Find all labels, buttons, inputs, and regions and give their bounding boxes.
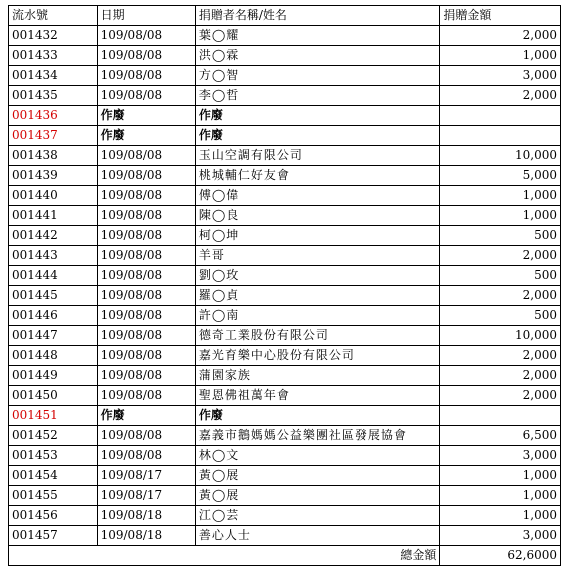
donor-cell: 玉山空調有限公司: [195, 146, 440, 166]
table-row: [9, 166, 561, 186]
date-cell: 109/08/08: [97, 246, 195, 266]
serial-cell: 001441: [9, 206, 98, 226]
amount-cell: 1,000: [440, 506, 561, 526]
serial-cell: 001449: [9, 366, 98, 386]
table-row: [9, 226, 561, 246]
table-row: [9, 466, 561, 486]
date-cell: 109/08/08: [97, 286, 195, 306]
donor-cell: 傅◯偉: [195, 186, 440, 206]
table-row: [9, 126, 561, 146]
donor-cell: 許◯南: [195, 306, 440, 326]
donor-cell: 善心人士: [195, 526, 440, 546]
date-cell: 109/08/08: [97, 366, 195, 386]
amount-cell: [440, 406, 561, 426]
date-cell: 109/08/08: [97, 206, 195, 226]
amount-cell: 3,000: [440, 66, 561, 86]
amount-cell: 1,000: [440, 186, 561, 206]
donor-cell: 李◯哲: [195, 86, 440, 106]
serial-cell: 001439: [9, 166, 98, 186]
serial-cell: 001440: [9, 186, 98, 206]
table-body: [9, 26, 561, 546]
amount-cell: 1,000: [440, 206, 561, 226]
amount-cell: [440, 106, 561, 126]
date-cell: 109/08/18: [97, 526, 195, 546]
amount-cell: 2,000: [440, 86, 561, 106]
date-cell: 作廢: [97, 106, 195, 126]
table-row: [9, 206, 561, 226]
table-row: [9, 386, 561, 406]
serial-cell: 001448: [9, 346, 98, 366]
table-row: [9, 346, 561, 366]
serial-cell: 001455: [9, 486, 98, 506]
total-value: 62,6000: [440, 546, 561, 566]
date-cell: 109/08/08: [97, 426, 195, 446]
serial-cell: 001432: [9, 26, 98, 46]
date-cell: 109/08/08: [97, 146, 195, 166]
table-row: [9, 406, 561, 426]
amount-cell: 5,000: [440, 166, 561, 186]
table-row: [9, 426, 561, 446]
table-row: [9, 46, 561, 66]
serial-cell: 001434: [9, 66, 98, 86]
donor-cell: 作廢: [195, 126, 440, 146]
date-cell: 109/08/17: [97, 486, 195, 506]
table-row: [9, 506, 561, 526]
amount-cell: 500: [440, 306, 561, 326]
donor-cell: 作廢: [195, 406, 440, 426]
donor-cell: 黃◯展: [195, 466, 440, 486]
serial-cell: 001435: [9, 86, 98, 106]
amount-cell: 2,000: [440, 386, 561, 406]
table-row: [9, 526, 561, 546]
donor-cell: 林◯文: [195, 446, 440, 466]
table-row: [9, 306, 561, 326]
donor-cell: 洪◯霖: [195, 46, 440, 66]
donor-cell: 方◯智: [195, 66, 440, 86]
serial-cell: 001444: [9, 266, 98, 286]
header-date: 日期: [97, 6, 195, 26]
date-cell: 109/08/08: [97, 26, 195, 46]
donor-cell: 嘉義市鵝媽媽公益樂團社區發展協會: [195, 426, 440, 446]
donor-cell: 陳◯良: [195, 206, 440, 226]
serial-cell: 001433: [9, 46, 98, 66]
amount-cell: 2,000: [440, 286, 561, 306]
date-cell: 109/08/08: [97, 166, 195, 186]
donor-cell: 羊哥: [195, 246, 440, 266]
donor-cell: 劉◯玫: [195, 266, 440, 286]
amount-cell: 10,000: [440, 326, 561, 346]
amount-cell: 10,000: [440, 146, 561, 166]
donor-cell: 作廢: [195, 106, 440, 126]
amount-cell: 3,000: [440, 446, 561, 466]
amount-cell: [440, 126, 561, 146]
total-label: 總金額: [9, 546, 440, 566]
donor-cell: 江◯芸: [195, 506, 440, 526]
donor-cell: 葉◯耀: [195, 26, 440, 46]
date-cell: 109/08/08: [97, 346, 195, 366]
serial-cell: 001447: [9, 326, 98, 346]
serial-cell: 001457: [9, 526, 98, 546]
table-row: [9, 146, 561, 166]
date-cell: 109/08/08: [97, 226, 195, 246]
header-row: [9, 6, 561, 26]
date-cell: 109/08/08: [97, 46, 195, 66]
table-row: [9, 266, 561, 286]
amount-cell: 500: [440, 226, 561, 246]
date-cell: 109/08/08: [97, 186, 195, 206]
donor-cell: 聖恩佛祖萬年會: [195, 386, 440, 406]
donation-table: [8, 5, 561, 566]
donor-cell: 德奇工業股份有限公司: [195, 326, 440, 346]
serial-cell: 001456: [9, 506, 98, 526]
header-donor: 捐贈者名稱/姓名: [195, 6, 440, 26]
date-cell: 109/08/08: [97, 86, 195, 106]
date-cell: 作廢: [97, 126, 195, 146]
date-cell: 作廢: [97, 406, 195, 426]
amount-cell: 6,500: [440, 426, 561, 446]
amount-cell: 2,000: [440, 366, 561, 386]
table-row: [9, 286, 561, 306]
amount-cell: 1,000: [440, 46, 561, 66]
serial-cell: 001438: [9, 146, 98, 166]
donor-cell: 蒲園家族: [195, 366, 440, 386]
serial-cell: 001453: [9, 446, 98, 466]
serial-cell: 001437: [9, 126, 98, 146]
date-cell: 109/08/17: [97, 466, 195, 486]
donor-cell: 黃◯展: [195, 486, 440, 506]
table-row: [9, 366, 561, 386]
date-cell: 109/08/08: [97, 386, 195, 406]
table-row: [9, 106, 561, 126]
serial-cell: 001442: [9, 226, 98, 246]
serial-cell: 001452: [9, 426, 98, 446]
header-serial: 流水號: [9, 6, 98, 26]
table-row: [9, 486, 561, 506]
table-row: [9, 26, 561, 46]
serial-cell: 001451: [9, 406, 98, 426]
table-row: [9, 446, 561, 466]
amount-cell: 1,000: [440, 466, 561, 486]
date-cell: 109/08/08: [97, 446, 195, 466]
donor-cell: 羅◯貞: [195, 286, 440, 306]
amount-cell: 2,000: [440, 246, 561, 266]
date-cell: 109/08/18: [97, 506, 195, 526]
serial-cell: 001443: [9, 246, 98, 266]
header-amount: 捐贈金額: [440, 6, 561, 26]
amount-cell: 2,000: [440, 26, 561, 46]
serial-cell: 001454: [9, 466, 98, 486]
amount-cell: 500: [440, 266, 561, 286]
amount-cell: 1,000: [440, 486, 561, 506]
donation-list: [8, 5, 561, 566]
amount-cell: 2,000: [440, 346, 561, 366]
serial-cell: 001436: [9, 106, 98, 126]
table-row: [9, 86, 561, 106]
serial-cell: 001450: [9, 386, 98, 406]
total-row: [9, 546, 561, 566]
table-row: [9, 186, 561, 206]
donor-cell: 桃城輔仁好友會: [195, 166, 440, 186]
date-cell: 109/08/08: [97, 306, 195, 326]
date-cell: 109/08/08: [97, 326, 195, 346]
donor-cell: 柯◯坤: [195, 226, 440, 246]
date-cell: 109/08/08: [97, 266, 195, 286]
table-row: [9, 246, 561, 266]
table-row: [9, 66, 561, 86]
donor-cell: 嘉光育樂中心股份有限公司: [195, 346, 440, 366]
table-row: [9, 326, 561, 346]
amount-cell: 3,000: [440, 526, 561, 546]
serial-cell: 001446: [9, 306, 98, 326]
serial-cell: 001445: [9, 286, 98, 306]
date-cell: 109/08/08: [97, 66, 195, 86]
